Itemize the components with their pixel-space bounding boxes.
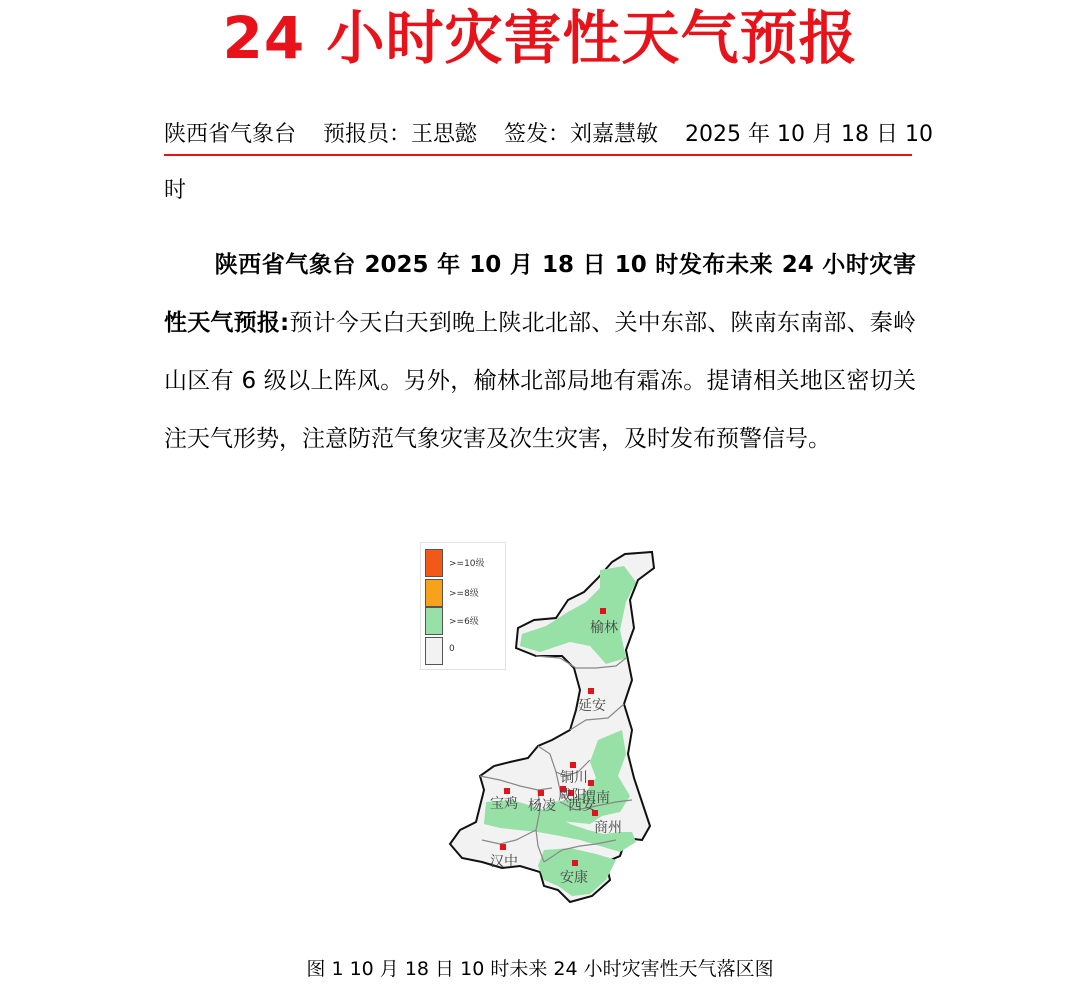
forecaster: 预报员：王思懿 xyxy=(323,122,478,147)
city-marker-yanan xyxy=(588,688,594,694)
city-marker-weinan xyxy=(588,780,594,786)
city-label-yanan: 延安 xyxy=(578,698,606,714)
city-label-shangluo: 商州 xyxy=(594,820,622,836)
city-marker-yangling xyxy=(538,790,544,796)
signer: 签发：刘嘉慧敏 xyxy=(504,122,659,147)
city-label-tongchuan: 铜川 xyxy=(560,770,588,786)
city-label-weinan: 渭南 xyxy=(582,790,610,806)
issuer-line xyxy=(164,118,933,156)
forecast-paragraph xyxy=(164,236,916,468)
city-marker-hanzhong xyxy=(500,844,506,850)
city-marker-tongchuan xyxy=(570,762,576,768)
issue-time: 2025 年 10 月 18 日 10 xyxy=(685,122,933,147)
city-marker-yulin xyxy=(600,608,606,614)
legend-label-0: 0 xyxy=(449,644,455,654)
shaanxi-map xyxy=(420,540,680,910)
city-label-yangling: 杨凌 xyxy=(528,798,556,814)
issue-time-wrap: 时 xyxy=(164,178,187,203)
city-label-yulin: 榆林 xyxy=(590,620,618,636)
city-marker-baoji xyxy=(504,788,510,794)
forecast-text: 预计今天白天到晚上陕北北部、关中东部、陕南东南部、秦岭山区有 6 级以上阵风。另外，榆林北部局地有霜冻。提请相关地区密切关注天气形势，注意防范气象灾害及次生灾害，及时发布预警信号。 xyxy=(164,310,917,452)
legend-label-8: >=8级 xyxy=(449,589,479,599)
legend-label-6: >=6级 xyxy=(449,617,479,627)
city-label-hanzhong: 汉中 xyxy=(490,854,518,870)
city-marker-ankang xyxy=(572,860,578,866)
legend-label-10: >=10级 xyxy=(449,559,485,569)
city-label-xianyang: 咸阳 xyxy=(558,788,586,804)
forecast-lead: 陕西省气象台 2025 年 10 月 18 日 10 时发布未来 24 小时灾害性天气预报: xyxy=(164,252,916,336)
figure-caption: 图 1 10 月 18 日 10 时未来 24 小时灾害性天气落区图 xyxy=(306,958,774,980)
document-title: 24 小时灾害性天气预报 xyxy=(222,4,858,72)
city-label-baoji: 宝鸡 xyxy=(490,796,518,812)
city-label-xian: 西安 xyxy=(568,798,596,814)
city-label-ankang: 安康 xyxy=(560,870,588,886)
issuing-office: 陕西省气象台 xyxy=(164,122,297,147)
